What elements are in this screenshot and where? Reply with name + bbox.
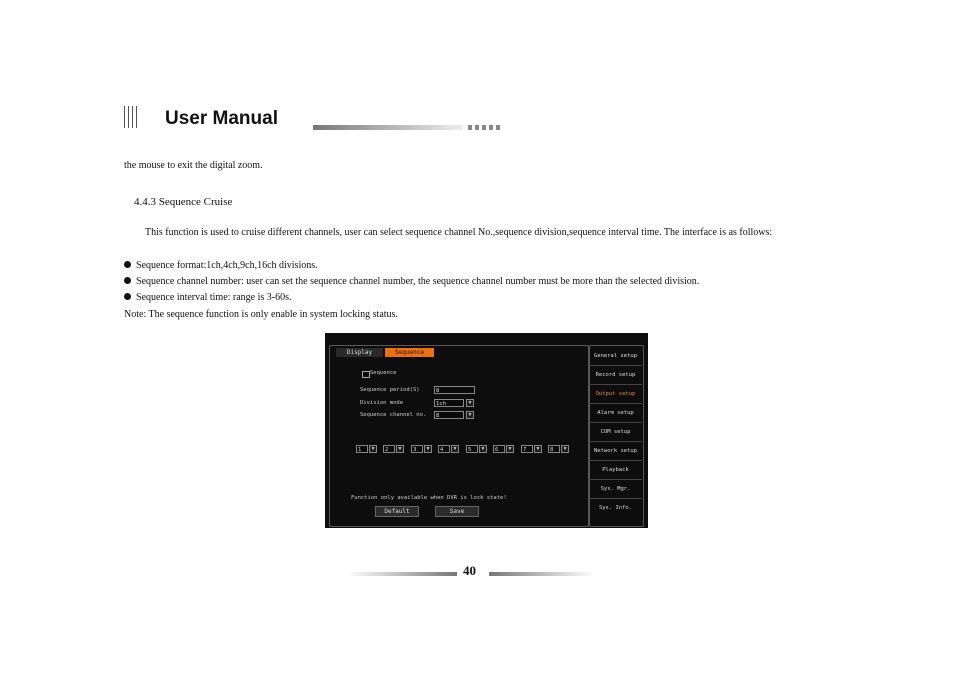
channel-select[interactable]: 8 [434, 411, 464, 419]
period-label: Sequence period(S) [360, 387, 420, 393]
chevron-down-icon[interactable]: ▼ [397, 447, 403, 452]
bullet-item [124, 259, 318, 272]
dvr-screenshot [325, 333, 648, 528]
chevron-down-icon[interactable]: ▼ [562, 447, 568, 452]
page-header-title: User Manual [165, 108, 278, 129]
bullet-dot-icon [124, 277, 131, 284]
header-square [475, 125, 479, 130]
division-label: Division mode [360, 400, 404, 406]
menu-item-record-setup[interactable]: Record setup [589, 366, 642, 385]
page-number: 40 [463, 563, 476, 578]
chevron-down-icon[interactable]: ▼ [452, 447, 458, 452]
bullet-dot-icon [124, 293, 131, 300]
sequence-checkbox[interactable] [362, 371, 370, 378]
header-square [489, 125, 493, 130]
bullet-text: Sequence format:1ch,4ch,9ch,16ch divisions. [136, 260, 318, 271]
header-bars-icon [124, 106, 140, 128]
chevron-down-icon[interactable]: ▼ [507, 447, 513, 452]
intro-paragraph: This function is used to cruise different channels, user can select sequence channel No.,sequence division,sequence interval time. The interface is as follows: [145, 227, 773, 238]
channel-slot-8[interactable]: 8 [548, 445, 560, 453]
channel-slot-6[interactable]: 6 [493, 445, 505, 453]
channel-label: Sequence channel no. [360, 412, 427, 418]
channel-slot-5[interactable]: 5 [466, 445, 478, 453]
menu-item-sys-info[interactable]: Sys. Info. [598, 505, 633, 511]
channel-slot-1[interactable]: 1 [356, 445, 368, 453]
menu-item-alarm-setup[interactable]: Alarm setup [589, 404, 642, 423]
section-heading: 4.4.3 Sequence Cruise [134, 196, 233, 208]
period-input[interactable]: 8 [434, 386, 475, 394]
channel-slot-4[interactable]: 4 [438, 445, 450, 453]
header-square [482, 125, 486, 130]
bullet-text: Sequence interval time: range is 3-60s. [136, 292, 292, 303]
channel-slot-3[interactable]: 3 [411, 445, 423, 453]
header-square [496, 125, 500, 130]
footer-rule-left [347, 572, 457, 576]
note-text: Note: The sequence function is only enable in system locking status. [124, 309, 398, 320]
channel-slot-7[interactable]: 7 [521, 445, 533, 453]
bullet-text: Sequence channel number: user can set the sequence channel number, the sequence channel number must be more than the selected division. [136, 276, 700, 287]
body-line: the mouse to exit the digital zoom. [124, 160, 263, 171]
channel-slot-2[interactable]: 2 [383, 445, 395, 453]
header-gradient-rule [313, 125, 463, 130]
menu-item-sys-mgr[interactable]: Sys. Mgr. [589, 480, 642, 499]
footer-rule-right [489, 572, 594, 576]
chevron-down-icon[interactable]: ▼ [467, 401, 473, 406]
header-square [468, 125, 472, 130]
chevron-down-icon[interactable]: ▼ [535, 447, 541, 452]
menu-item-output-setup[interactable]: Output setup [589, 385, 642, 404]
menu-item-com-setup[interactable]: COM setup [589, 423, 642, 442]
menu-item-playback[interactable]: Playback [589, 461, 642, 480]
sequence-checkbox-label: Sequence [370, 370, 397, 376]
tab-display[interactable]: Display [336, 348, 383, 357]
chevron-down-icon[interactable]: ▼ [480, 447, 486, 452]
bullet-dot-icon [124, 261, 131, 268]
default-button[interactable]: Default [375, 506, 419, 517]
menu-item-network-setup[interactable]: Network setup [589, 442, 642, 461]
bullet-item [124, 275, 699, 288]
bullet-item [124, 291, 292, 304]
menu-item-general-setup[interactable]: General setup [589, 347, 642, 366]
tab-sequence[interactable]: Sequence [385, 348, 434, 357]
chevron-down-icon[interactable]: ▼ [467, 413, 473, 418]
division-select[interactable]: 1ch [434, 399, 464, 407]
save-button[interactable]: Save [435, 506, 479, 517]
lock-notice: Function only available when DVR is lock state! [351, 495, 507, 501]
chevron-down-icon[interactable]: ▼ [425, 447, 431, 452]
chevron-down-icon[interactable]: ▼ [370, 447, 376, 452]
